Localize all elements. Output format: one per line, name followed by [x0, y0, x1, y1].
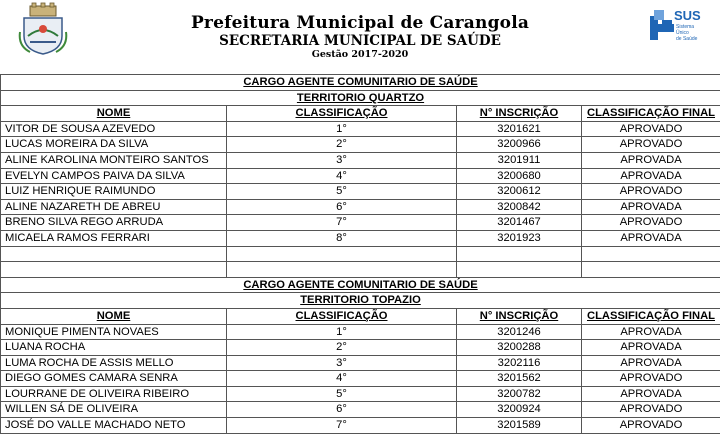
- sus-logo-text: SUS: [674, 8, 701, 23]
- table-row: LUANA ROCHA 2° 3200288 APROVADA: [1, 340, 720, 356]
- territory-heading: TERRITORIO QUARTZO: [1, 90, 720, 106]
- col-header-nome: NOME: [1, 106, 227, 122]
- svg-text:Único: Único: [676, 29, 689, 36]
- municipal-crest-icon: [18, 2, 68, 56]
- col-header-classificacao: CLASSIFICAÇÃO: [227, 308, 457, 324]
- section-cargo-row: [1, 277, 720, 293]
- table-row: VITOR DE SOUSA AZEVEDO 1° 3201621 APROVADO: [1, 121, 720, 137]
- table-row: LOURRANE DE OLIVEIRA RIBEIRO 5° 3200782 APROVADA: [1, 386, 720, 402]
- table-row: JOSÉ DO VALLE MACHADO NETO 7° 3201589 APROVADO: [1, 418, 720, 434]
- table-row: LUCAS MOREIRA DA SILVA 2° 3200966 APROVADO: [1, 137, 720, 153]
- svg-text:de Saúde: de Saúde: [676, 36, 698, 42]
- column-header-row: [1, 106, 720, 122]
- section-cargo-row: [1, 75, 720, 91]
- table-row: BRENO SILVA REGO ARRUDA 7° 3201467 APROVADO: [1, 215, 720, 231]
- table-row: LUIZ HENRIQUE RAIMUNDO 5° 3200612 APROVADO: [1, 184, 720, 200]
- column-header-row: [1, 308, 720, 324]
- col-header-inscricao: N° INSCRIÇÃO: [457, 106, 582, 122]
- page-subtitle: SECRETARIA MUNICIPAL DE SAÚDE: [150, 33, 570, 49]
- col-header-inscricao: N° INSCRIÇÃO: [457, 308, 582, 324]
- document-header: [0, 0, 720, 74]
- table-row: EVELYN CAMPOS PAIVA DA SILVA 4° 3200680 APROVADA: [1, 168, 720, 184]
- header-titles: [150, 14, 570, 61]
- table-row: WILLEN SÁ DE OLIVEIRA 6° 3200924 APROVADO: [1, 402, 720, 418]
- results-table: [0, 74, 720, 434]
- col-header-nome: NOME: [1, 308, 227, 324]
- empty-row: [1, 246, 720, 262]
- sus-logo-icon: [648, 6, 714, 46]
- col-header-final: CLASSIFICAÇÃO FINAL: [582, 308, 720, 324]
- cargo-heading: CARGO AGENTE COMUNITARIO DE SAÚDE: [1, 277, 720, 293]
- table-row: ALINE KAROLINA MONTEIRO SANTOS 3° 3201911 APROVADA: [1, 152, 720, 168]
- table-row: ALINE NAZARETH DE ABREU 6° 3200842 APROVADA: [1, 199, 720, 215]
- section-territory-row: [1, 90, 720, 106]
- table-row: DIEGO GOMES CAMARA SENRA 4° 3201562 APROVADO: [1, 371, 720, 387]
- cargo-heading: CARGO AGENTE COMUNITARIO DE SAÚDE: [1, 75, 720, 91]
- term-label: Gestão 2017-2020: [150, 49, 570, 61]
- section-territory-row: [1, 293, 720, 309]
- svg-text:Sistema: Sistema: [676, 24, 694, 30]
- territory-heading: TERRITORIO TOPAZIO: [1, 293, 720, 309]
- col-header-final: CLASSIFICAÇÃO FINAL: [582, 106, 720, 122]
- page-title: Prefeitura Municipal de Carangola: [150, 14, 570, 33]
- col-header-classificacao: CLASSIFICAÇÃO: [227, 106, 457, 122]
- table-row: LUMA ROCHA DE ASSIS MELLO 3° 3202116 APROVADA: [1, 355, 720, 371]
- table-row: MONIQUE PIMENTA NOVAES 1° 3201246 APROVADA: [1, 324, 720, 340]
- table-row: MICAELA RAMOS FERRARI 8° 3201923 APROVADA: [1, 230, 720, 246]
- empty-row: [1, 262, 720, 278]
